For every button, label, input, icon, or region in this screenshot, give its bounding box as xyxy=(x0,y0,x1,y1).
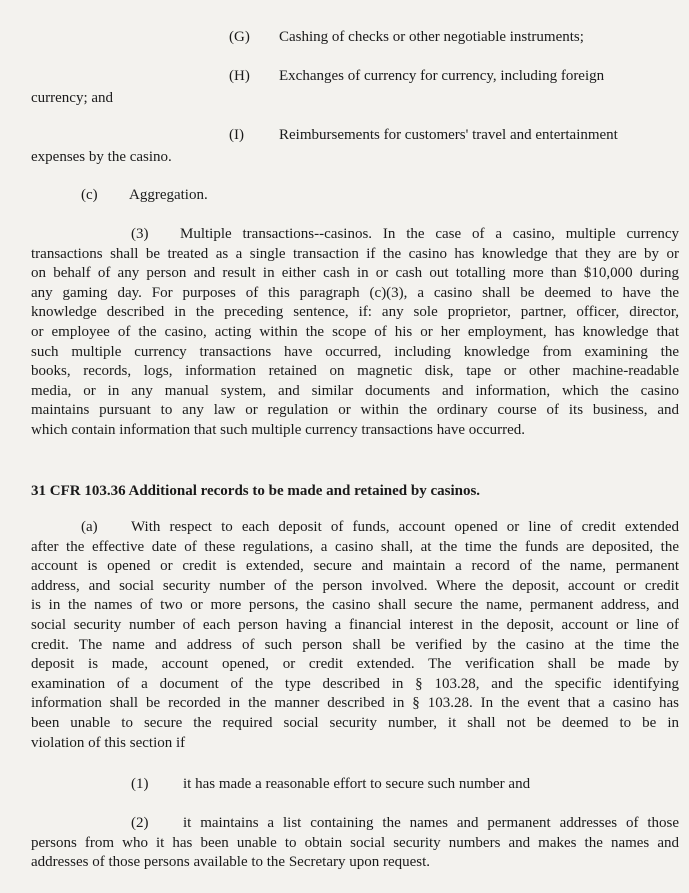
item-h-label: (H) xyxy=(229,68,250,84)
item-1-text: it has made a reasonable effort to secure such number and xyxy=(183,776,531,792)
paragraph-c3-line: such multiple currency transactions have occurred, including knowledge from examining the xyxy=(31,343,679,360)
item-g-label: (G) xyxy=(229,29,250,45)
paragraph-a-line: examination of a document of the type described in § 103.28, and the specific identifying xyxy=(31,675,679,692)
paragraph-c3-line: media, or in any manual system, and similar documents and information, which the casino xyxy=(31,382,679,399)
paragraph-c3-label: (3) xyxy=(131,226,149,242)
item-2-line: addresses of those persons available to the Secretary upon request. xyxy=(31,854,431,871)
item-h-text: Exchanges of currency for currency, including foreign xyxy=(279,68,605,84)
item-i-continuation: expenses by the casino. xyxy=(31,149,172,165)
paragraph-c3-line: transactions shall be treated as a single transaction if the casino has knowledge that they are by or xyxy=(31,245,679,262)
paragraph-a-line: information shall be recorded in the manner described in § 103.28. In the event that a casino has xyxy=(31,695,679,712)
paragraph-a-line: deposit is made, account opened, or credit extended. The verification shall be made by xyxy=(31,656,679,673)
paragraph-a-line: social security number of each person having a financial interest in the deposit, account or line of xyxy=(31,616,679,633)
paragraph-a-line: is in the names of two or more persons, the casino shall secure the name, permanent address, and xyxy=(31,597,679,614)
paragraph-a-line: address, and social security number of the person involved. Where the deposit, account or credit xyxy=(31,577,679,594)
item-h xyxy=(229,67,604,86)
item-2-label: (2) xyxy=(131,815,149,831)
paragraph-c3-line: books, records, logs, information retained on magnetic disk, tape or other machine-readable xyxy=(31,363,679,380)
item-2 xyxy=(31,814,679,873)
paragraph-a-label: (a) xyxy=(81,519,98,535)
paragraph-c3-line: any gaming day. For purposes of this paragraph (c)(3), a casino shall be deemed to have the xyxy=(31,284,679,301)
paragraph-c3-line: maintains pursuant to any law or regulation or within the ordinary course of its business, and xyxy=(31,402,679,419)
paragraph-a-line: after the effective date of these regulations, a casino shall, at the time the funds are deposited, the xyxy=(31,538,679,555)
section-c-title: Aggregation. xyxy=(129,187,208,203)
item-g xyxy=(229,28,584,47)
paragraph-c3-line: knowledge described in the preceding sentence, if: any sole proprietor, partner, officer, director, xyxy=(31,304,679,321)
paragraph-a-line: been unable to secure the required social security number, it shall not be deemed to be in xyxy=(31,714,679,731)
paragraph-c3-line: which contain information that such multiple currency transactions have occurred. xyxy=(31,421,525,438)
item-1 xyxy=(131,775,530,794)
paragraph-a-line: violation of this section if xyxy=(31,734,186,751)
paragraph-c3-line: or employee of the casino, acting within the scope of his or her employment, has knowledge that xyxy=(31,323,679,340)
item-1-label: (1) xyxy=(131,776,149,792)
item-2-line: persons from who it has been unable to obtain social security numbers and makes the names and xyxy=(31,834,679,851)
paragraph-a-line: (a) With respect to each deposit of funds, account opened or line of credit extended xyxy=(31,518,679,538)
item-g-text: Cashing of checks or other negotiable instruments; xyxy=(279,29,584,45)
item-h-continuation: currency; and xyxy=(31,90,114,106)
paragraph-a-line: account is opened or credit is extended, secure and maintain a record of the name, permanent xyxy=(31,558,679,575)
section-c-heading xyxy=(81,186,208,205)
item-i xyxy=(229,126,618,145)
paragraph-c3 xyxy=(31,225,679,441)
paragraph-c3-line: (3) Multiple transactions--casinos. In the case of a casino, multiple currency xyxy=(31,225,679,245)
section-c-label: (c) xyxy=(81,187,98,203)
paragraph-a-line: credit. The name and address of such person shall be verified by the casino at the time the xyxy=(31,636,679,653)
item-2-line: (2) it maintains a list containing the names and permanent addresses of those xyxy=(31,814,679,834)
paragraph-a xyxy=(31,518,679,753)
section-heading: 31 CFR 103.36 Additional records to be made and retained by casinos. xyxy=(31,483,481,499)
item-i-text: Reimbursements for customers' travel and entertainment xyxy=(279,127,618,143)
paragraph-c3-line: on behalf of any person and result in either cash in or cash out totalling more than $10,000 during xyxy=(31,265,679,282)
item-i-label: (I) xyxy=(229,127,244,143)
